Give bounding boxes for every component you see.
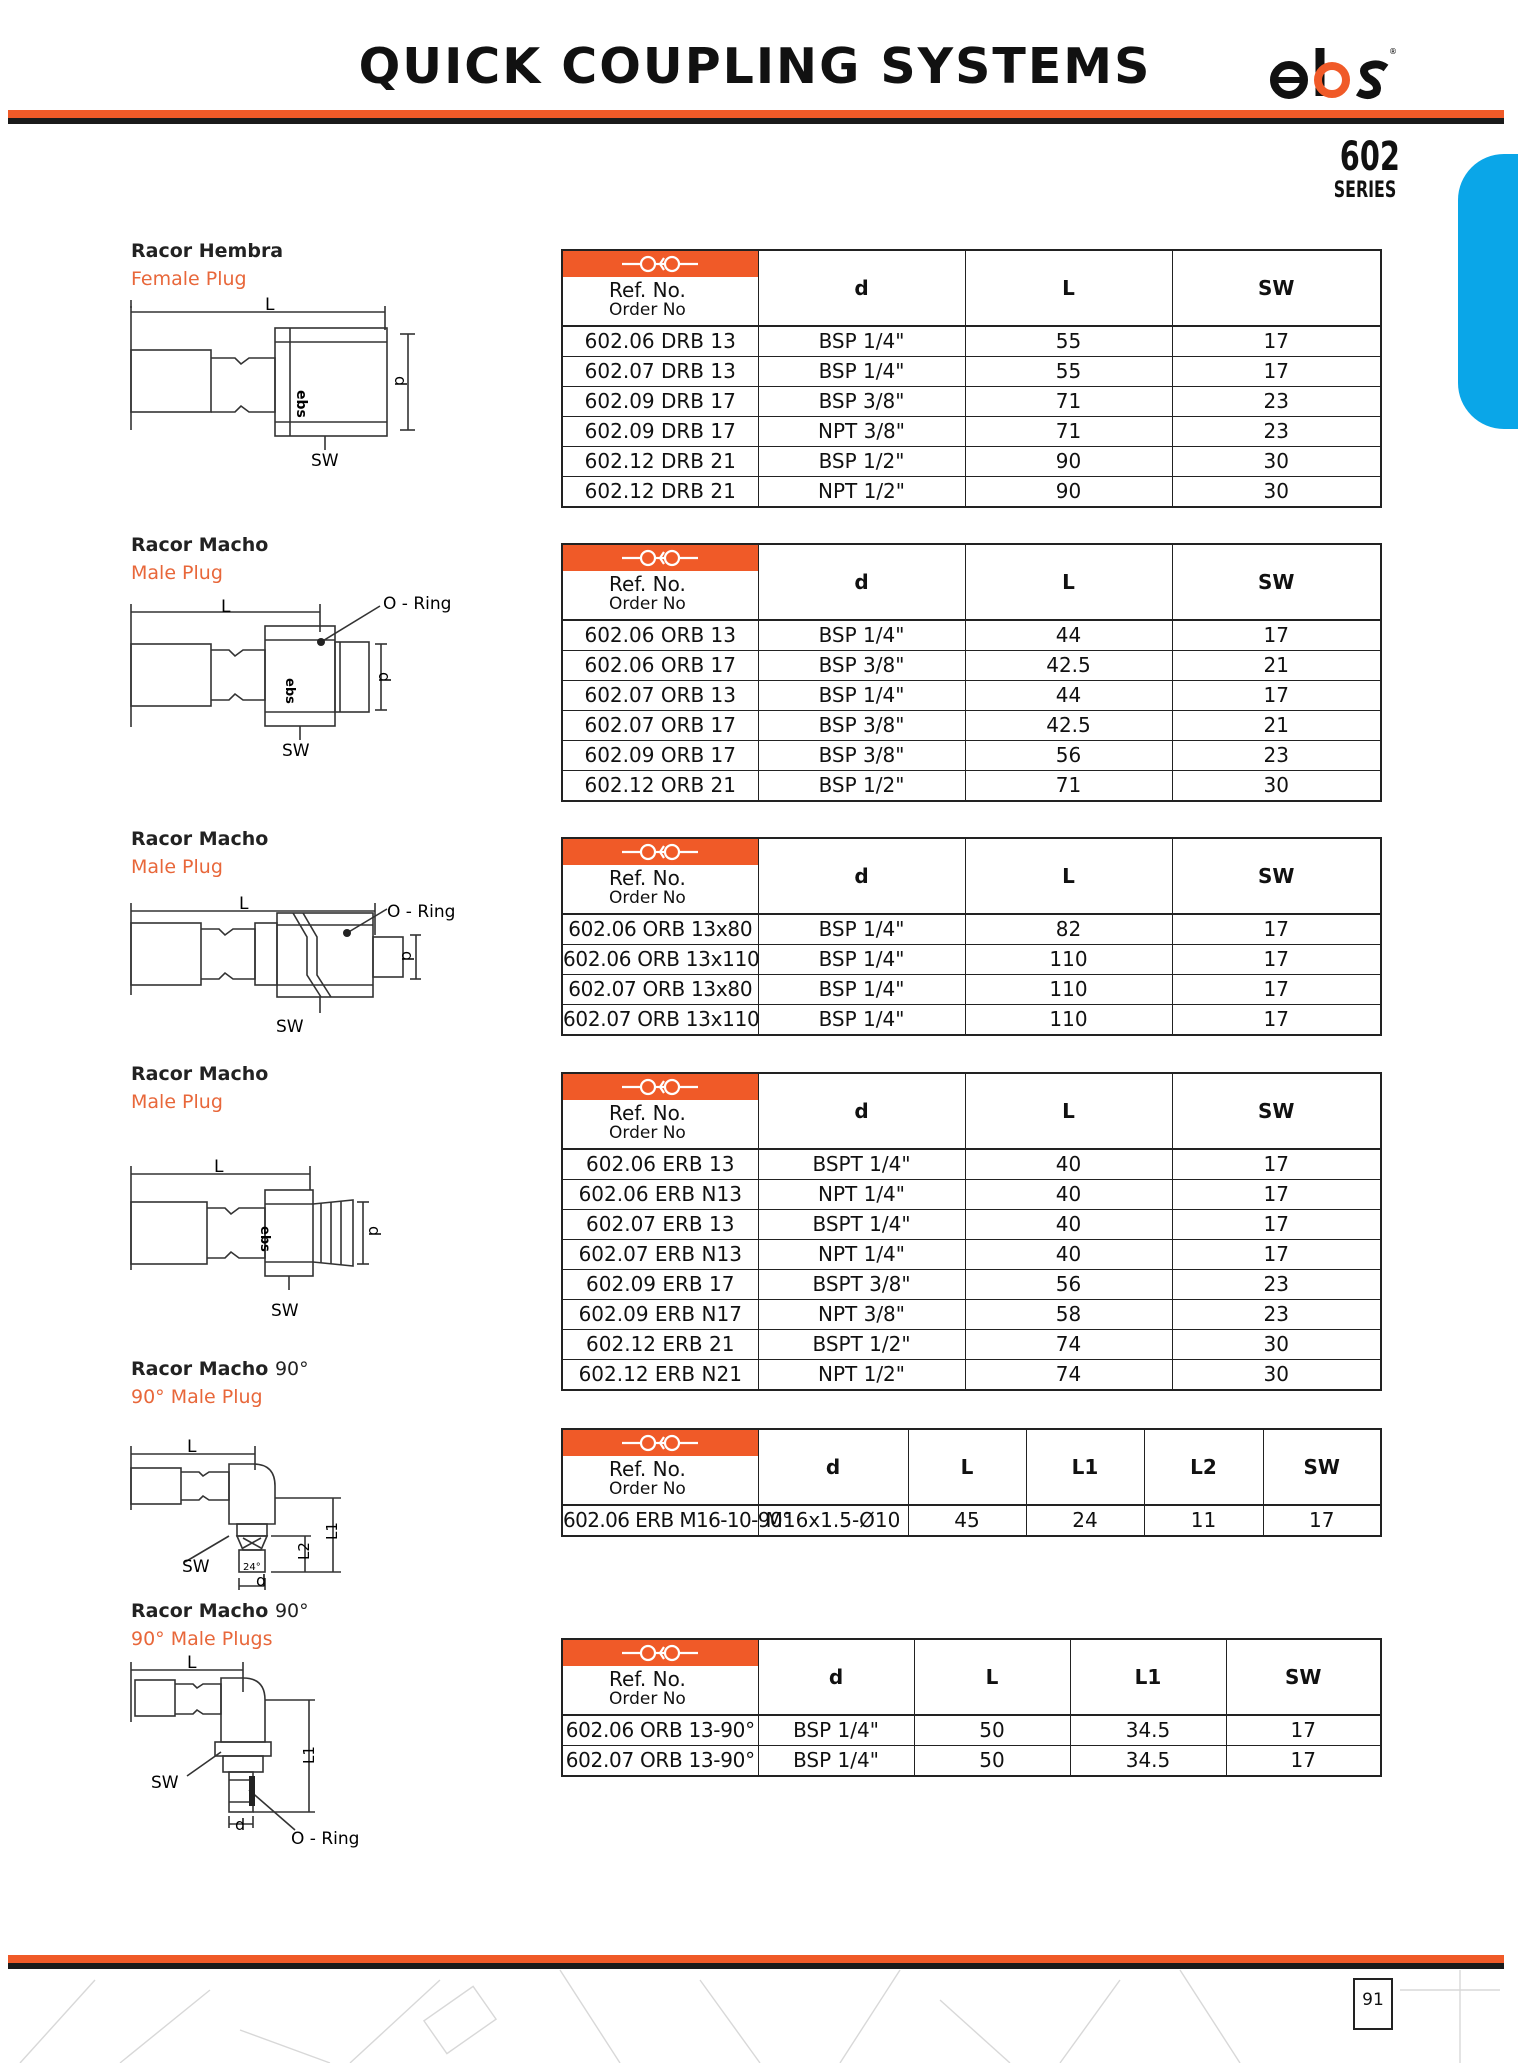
svg-text:L: L bbox=[214, 1157, 224, 1177]
svg-text:O - Ring: O - Ring bbox=[387, 902, 456, 922]
table-row: 602.12 DRB 21 BSP 1/2" 90 30 bbox=[562, 447, 1381, 477]
col-header: d bbox=[758, 544, 965, 620]
page-title: QUICK COUPLING SYSTEMS bbox=[358, 38, 1152, 95]
col-header: L bbox=[965, 838, 1172, 914]
svg-text:d: d bbox=[391, 376, 410, 387]
col-header: L bbox=[965, 1073, 1172, 1149]
product-label bbox=[131, 1358, 309, 1408]
male-plug-90-drawing bbox=[125, 1437, 365, 1600]
svg-text:®: ® bbox=[1389, 47, 1397, 56]
table-row: 602.07 DRB 13 BSP 1/4" 55 17 bbox=[562, 357, 1381, 387]
spec-table-female-plug bbox=[561, 249, 1382, 508]
table-row: 602.07 ORB 13x80 BSP 1/4" 110 17 bbox=[562, 975, 1381, 1005]
ref-header: Ref. No. Order No bbox=[562, 1073, 758, 1149]
table-row: 602.07 ERB N13 NPT 1/4" 40 17 bbox=[562, 1240, 1381, 1270]
ref-header: Ref. No. Order No bbox=[562, 1639, 758, 1715]
table-row: 602.07 ORB 17 BSP 3/8" 42.5 21 bbox=[562, 711, 1381, 741]
col-header: SW bbox=[1172, 544, 1381, 620]
svg-text:ebs: ebs bbox=[282, 678, 297, 704]
svg-text:L1: L1 bbox=[300, 1746, 318, 1764]
col-header: SW bbox=[1172, 1073, 1381, 1149]
table-row: 602.12 ORB 21 BSP 1/2" 71 30 bbox=[562, 771, 1381, 802]
svg-text:d: d bbox=[365, 1226, 384, 1237]
table-row: 602.09 ERB 17 BSPT 3/8" 56 23 bbox=[562, 1270, 1381, 1300]
product-name: Racor Macho 90° bbox=[131, 1600, 309, 1622]
svg-text:d: d bbox=[256, 1571, 267, 1590]
col-header: L1 bbox=[1070, 1639, 1226, 1715]
table-row: 602.06 ERB 13 BSPT 1/4" 40 17 bbox=[562, 1149, 1381, 1180]
table-row: 602.06 ORB 13 BSP 1/4" 44 17 bbox=[562, 620, 1381, 651]
col-header: L bbox=[908, 1429, 1026, 1505]
series-number: 602 bbox=[1339, 134, 1400, 180]
svg-text:SW: SW bbox=[151, 1773, 179, 1793]
svg-text:ebs: ebs bbox=[257, 1226, 272, 1252]
ebs-logo bbox=[1268, 40, 1398, 110]
male-plug-long-drawing bbox=[125, 895, 465, 1045]
page-number: 91 bbox=[1353, 1978, 1393, 2030]
svg-text:SW: SW bbox=[182, 1557, 210, 1577]
product-label bbox=[131, 240, 283, 290]
product-name: Racor Macho bbox=[131, 1063, 269, 1085]
series-label: SERIES bbox=[1333, 178, 1397, 203]
spec-table-male-plug-long bbox=[561, 837, 1382, 1036]
table-row: 602.12 ERB N21 NPT 1/2" 74 30 bbox=[562, 1360, 1381, 1391]
ref-header: Ref. No. Order No bbox=[562, 1429, 758, 1505]
col-header: L2 bbox=[1144, 1429, 1263, 1505]
spec-table-male-plug-oring bbox=[561, 543, 1382, 802]
table-row: 602.06 DRB 13 BSP 1/4" 55 17 bbox=[562, 326, 1381, 357]
col-header: SW bbox=[1263, 1429, 1381, 1505]
ref-header: Ref. No. Order No bbox=[562, 250, 758, 326]
product-subtitle: Male Plug bbox=[131, 856, 223, 878]
col-header: SW bbox=[1172, 838, 1381, 914]
ref-header: Ref. No. Order No bbox=[562, 544, 758, 620]
svg-text:O - Ring: O - Ring bbox=[291, 1829, 360, 1849]
svg-text:L: L bbox=[265, 295, 275, 315]
svg-text:L: L bbox=[239, 894, 249, 914]
svg-text:SW: SW bbox=[282, 741, 310, 761]
svg-text:L2: L2 bbox=[295, 1542, 313, 1560]
table-row: 602.06 ORB 13x110 BSP 1/4" 110 17 bbox=[562, 945, 1381, 975]
table-row: 602.06 ORB 17 BSP 3/8" 42.5 21 bbox=[562, 651, 1381, 681]
col-header: d bbox=[758, 1429, 908, 1505]
table-row: 602.09 DRB 17 NPT 3/8" 71 23 bbox=[562, 417, 1381, 447]
table-row: 602.07 ERB 13 BSPT 1/4" 40 17 bbox=[562, 1210, 1381, 1240]
product-subtitle: 90° Male Plugs bbox=[131, 1628, 273, 1650]
col-header: d bbox=[758, 1639, 914, 1715]
col-header: L bbox=[965, 544, 1172, 620]
coupling-icon bbox=[563, 545, 758, 571]
product-label bbox=[131, 534, 268, 584]
ref-header: Ref. No. Order No bbox=[562, 838, 758, 914]
coupling-icon bbox=[563, 1640, 758, 1666]
product-label bbox=[131, 828, 268, 878]
svg-text:SW: SW bbox=[311, 451, 339, 471]
table-row: 602.12 ERB 21 BSPT 1/2" 74 30 bbox=[562, 1330, 1381, 1360]
product-subtitle: Male Plug bbox=[131, 1091, 223, 1113]
product-subtitle: Male Plug bbox=[131, 562, 223, 584]
table-row: 602.09 DRB 17 BSP 3/8" 71 23 bbox=[562, 387, 1381, 417]
coupling-icon bbox=[563, 839, 758, 865]
col-header: L bbox=[965, 250, 1172, 326]
product-label bbox=[131, 1600, 309, 1650]
svg-text:ebs: ebs bbox=[293, 390, 309, 418]
table-row: 602.07 ORB 13-90° BSP 1/4" 50 34.5 17 bbox=[562, 1746, 1381, 1777]
table-row: 602.07 ORB 13x110 BSP 1/4" 110 17 bbox=[562, 1005, 1381, 1036]
coupling-icon bbox=[563, 1074, 758, 1100]
table-row: 602.09 ERB N17 NPT 3/8" 58 23 bbox=[562, 1300, 1381, 1330]
svg-text:d: d bbox=[375, 672, 394, 683]
product-name: Racor Macho 90° bbox=[131, 1358, 309, 1380]
table-row: 602.06 ORB 13-90° BSP 1/4" 50 34.5 17 bbox=[562, 1715, 1381, 1746]
col-header: d bbox=[758, 838, 965, 914]
col-header: d bbox=[758, 1073, 965, 1149]
product-subtitle: Female Plug bbox=[131, 268, 247, 290]
svg-text:L: L bbox=[187, 1653, 197, 1673]
footer-technical-pattern bbox=[0, 1970, 1512, 2063]
spec-table-male-plug-90 bbox=[561, 1428, 1382, 1537]
col-header: SW bbox=[1172, 250, 1381, 326]
table-row: 602.09 ORB 17 BSP 3/8" 56 23 bbox=[562, 741, 1381, 771]
svg-text:SW: SW bbox=[271, 1301, 299, 1321]
spec-table-male-plug-90-oring bbox=[561, 1638, 1382, 1777]
table-row: 602.06 ERB M16-10-90° M16x1.5-Ø10 45 24 11 17 bbox=[562, 1505, 1381, 1536]
col-header: L1 bbox=[1026, 1429, 1144, 1505]
product-name: Racor Macho bbox=[131, 828, 269, 850]
col-header: SW bbox=[1226, 1639, 1381, 1715]
table-row: 602.06 ERB N13 NPT 1/4" 40 17 bbox=[562, 1180, 1381, 1210]
col-header: d bbox=[758, 250, 965, 326]
spec-table-male-plug-erb bbox=[561, 1072, 1382, 1391]
table-row: 602.07 ORB 13 BSP 1/4" 44 17 bbox=[562, 681, 1381, 711]
svg-text:L1: L1 bbox=[323, 1522, 341, 1540]
male-plug-oring-drawing bbox=[125, 592, 465, 772]
svg-text:SW: SW bbox=[276, 1017, 304, 1037]
col-header: L bbox=[914, 1639, 1070, 1715]
svg-text:L: L bbox=[221, 597, 231, 617]
table-row: 602.06 ORB 13x80 BSP 1/4" 82 17 bbox=[562, 914, 1381, 945]
male-plug-90-oring-drawing bbox=[125, 1652, 385, 1852]
female-plug-drawing bbox=[125, 295, 425, 471]
svg-text:L: L bbox=[187, 1437, 197, 1457]
product-subtitle: 90° Male Plug bbox=[131, 1386, 263, 1408]
svg-text:O - Ring: O - Ring bbox=[383, 594, 452, 614]
svg-text:d: d bbox=[235, 1815, 246, 1834]
coupling-icon bbox=[563, 251, 758, 277]
coupling-icon bbox=[563, 1430, 758, 1456]
product-name: Racor Macho bbox=[131, 534, 269, 556]
product-label bbox=[131, 1063, 268, 1113]
male-plug-erb-drawing bbox=[125, 1157, 425, 1321]
table-row: 602.12 DRB 21 NPT 1/2" 90 30 bbox=[562, 477, 1381, 508]
product-name: Racor Hembra bbox=[131, 240, 284, 262]
side-tab bbox=[1458, 154, 1518, 429]
svg-text:24°: 24° bbox=[243, 1562, 261, 1573]
svg-text:d: d bbox=[398, 951, 417, 962]
